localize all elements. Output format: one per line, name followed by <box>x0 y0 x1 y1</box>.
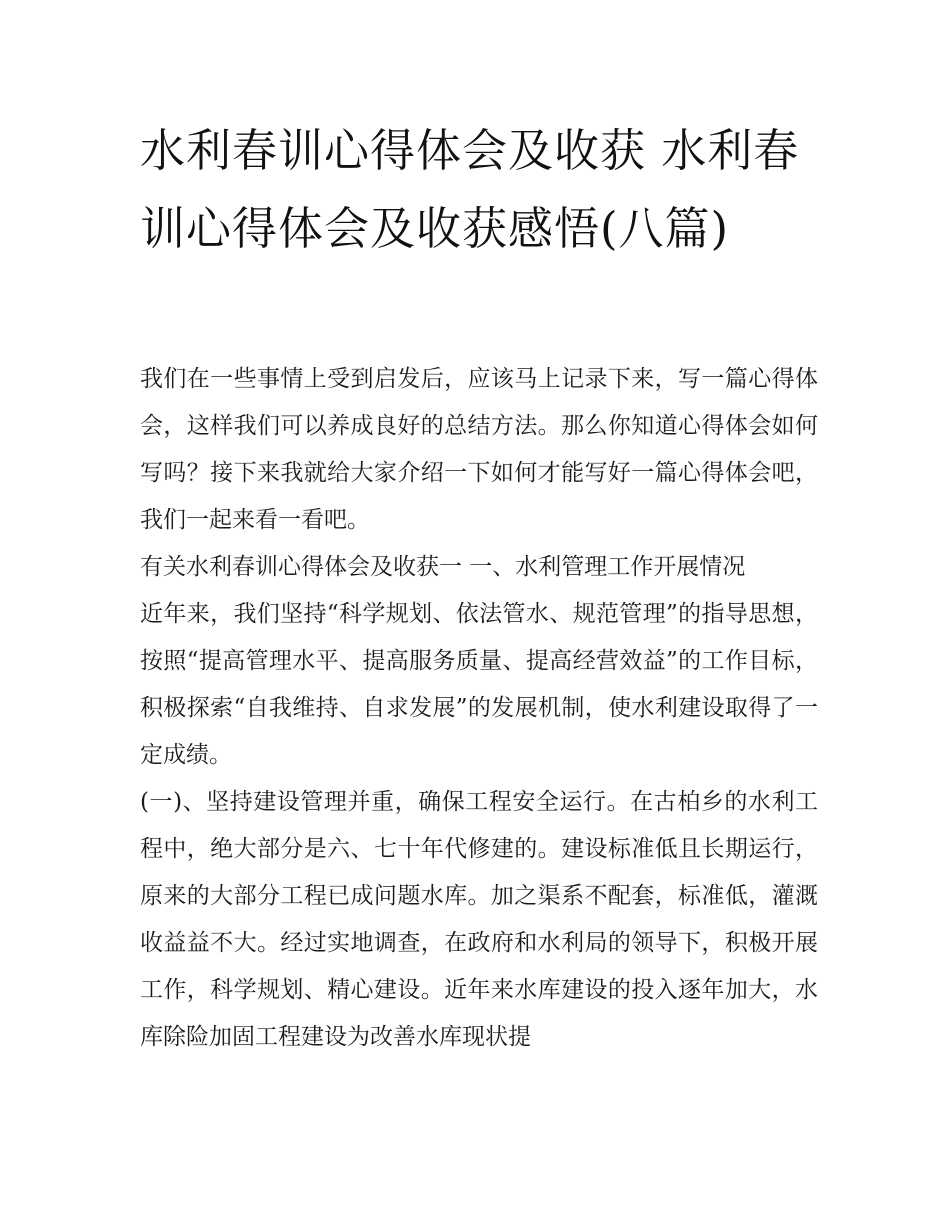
paragraph-section-heading: 有关水利春训心得体会及收获一 一、水利管理工作开展情况 <box>140 554 746 580</box>
paragraph-overview: 近年来，我们坚持“科学规划、依法管水、规范管理”的指导思想，按照“提高管理水平、提高服务质量、提高经营效益”的工作目标，积极探索“自我维持、自求发展”的发展机制，使水利建设取得了一定成绩。 <box>140 601 818 768</box>
paragraph-point-one: (一)、坚持建设管理并重，确保工程安全运行。在古柏乡的水利工程中，绝大部分是六、七十年代修建的。建设标准低且长期运行，原来的大部分工程已成问题水库。加之渠系不配套，标准低，灌溉收益益不大。经过实地调查，在政府和水利局的领导下，积极开展工作，科学规划、精心建设。近年来水库建设的投入逐年加大，水库除险加固工程建设为改善水库现状提 <box>140 789 818 1050</box>
document-body <box>140 356 818 1061</box>
paragraph-intro: 我们在一些事情上受到启发后，应该马上记录下来，写一篇心得体会，这样我们可以养成良好的总结方法。那么你知道心得体会如何写吗？接下来我就给大家介绍一下如何才能写好一篇心得体会吧，我们一起来看一看吧。 <box>140 366 818 533</box>
document-title: 水利春训心得体会及收获 水利春训心得体会及收获感悟(八篇) <box>140 124 800 255</box>
